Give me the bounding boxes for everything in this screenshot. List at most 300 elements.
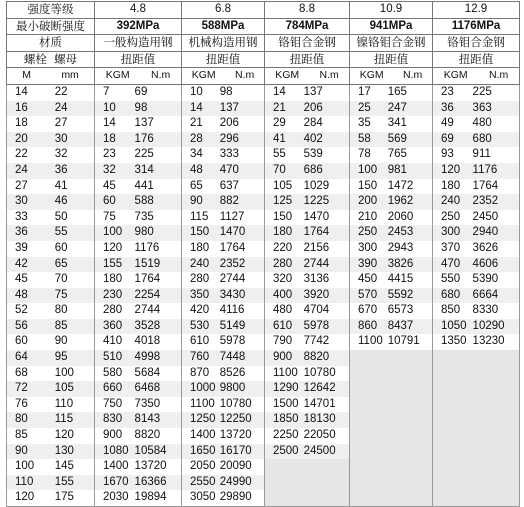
torque-cell [433, 257, 520, 273]
torque-kgm: 1670 [103, 475, 129, 488]
nut-size: 75 [54, 288, 68, 301]
torque-cell [95, 490, 182, 506]
torque-kgm: 360 [103, 319, 123, 332]
torque-nm: 13720 [219, 429, 252, 442]
torque-cell [265, 272, 350, 288]
torque-kgm: 7 [103, 85, 110, 98]
torque-kgm: 23 [441, 85, 454, 98]
torque-nm: 13230 [472, 335, 505, 348]
unit-kgm: KGM [275, 69, 300, 82]
size-cell [7, 412, 95, 428]
unit-nm: N.m [403, 69, 423, 82]
torque-nm: 98 [134, 101, 148, 114]
nut-size: 175 [54, 491, 74, 504]
torque-cell [433, 210, 520, 226]
torque-kgm: 35 [358, 117, 371, 130]
torque-kgm: 100 [103, 226, 123, 239]
size-cell [7, 84, 95, 100]
torque-nm: 1225 [303, 195, 330, 208]
torque-cell [433, 147, 520, 163]
torque-kgm: 300 [441, 226, 461, 239]
torque-nm: 2352 [472, 195, 499, 208]
torque-nm: 13720 [134, 460, 167, 473]
size-cell [7, 116, 95, 132]
torque-nm: 176 [134, 132, 154, 145]
torque-cell [95, 319, 182, 335]
size-cell [7, 225, 95, 241]
table-row [7, 459, 520, 475]
table-row [7, 412, 520, 428]
nut-size: 50 [54, 210, 68, 223]
bolt-size: 60 [15, 335, 28, 348]
torque-nm: 296 [219, 132, 239, 145]
torque-kgm: 150 [358, 179, 378, 192]
strength-label: 最小破断强度 [7, 18, 95, 35]
torque-cell [265, 163, 350, 179]
torque-cell [433, 366, 520, 382]
units-10-9 [350, 68, 433, 85]
torque-cell [350, 163, 433, 179]
size-cell [7, 366, 95, 382]
torque-nm: 5684 [134, 366, 161, 379]
torque-kgm: 900 [103, 429, 123, 442]
nut-size: 115 [54, 413, 74, 426]
torque-cell [433, 179, 520, 195]
torque-cell [182, 428, 265, 444]
torque-kgm: 45 [103, 179, 116, 192]
torque-kgm: 14 [273, 85, 286, 98]
torque-cell [433, 350, 520, 366]
torque-cell [265, 84, 350, 100]
torque-nm: 7742 [303, 335, 330, 348]
torque-cell [95, 210, 182, 226]
torque-nm: 8330 [472, 304, 499, 317]
units-8-8 [265, 68, 350, 85]
torque-cell [265, 116, 350, 132]
torque-cell [95, 381, 182, 397]
torque-cell [433, 428, 520, 444]
torque-kgm: 125 [273, 195, 293, 208]
table-row [7, 257, 520, 273]
torque-cell [265, 288, 350, 304]
unit-kgm: KGM [443, 69, 468, 82]
torque-cell [350, 179, 433, 195]
torque-nm: 2744 [219, 273, 246, 286]
torque-nm: 333 [219, 148, 239, 161]
torque-kgm: 1100 [273, 366, 298, 379]
torque-kgm: 17 [358, 85, 371, 98]
torque-cell [182, 334, 265, 350]
bolt-size: 68 [15, 366, 28, 379]
torque-cell [95, 241, 182, 257]
torque-nm: 9800 [219, 382, 246, 395]
bolt-unit: M [22, 69, 31, 82]
torque-cell [265, 194, 350, 210]
nut-size: 130 [54, 444, 74, 457]
material-row [7, 35, 520, 52]
bolt-size: 20 [15, 132, 28, 145]
torque-kgm: 23 [103, 148, 116, 161]
nut-label: 螺母 [54, 51, 78, 66]
torque-cell [95, 303, 182, 319]
torque-nm: 16170 [219, 444, 252, 457]
torque-kgm: 75 [103, 210, 116, 223]
torque-cell [265, 319, 350, 335]
bolt-size: 85 [15, 429, 28, 442]
torque-kgm: 1100 [358, 335, 383, 348]
torque-nm: 247 [387, 101, 407, 114]
torque-cell [350, 116, 433, 132]
unit-nm: N.m [235, 69, 255, 82]
torque-cell [182, 366, 265, 382]
torque-kgm: 48 [190, 163, 203, 176]
grade-row [7, 2, 520, 19]
torque-cell [95, 288, 182, 304]
torque-kgm: 680 [441, 288, 461, 301]
torque-kgm: 2550 [190, 475, 216, 488]
torque-kgm: 220 [273, 241, 293, 254]
torque-kgm: 180 [441, 179, 461, 192]
grade-4-8: 4.8 [95, 2, 182, 19]
bolt-size: 80 [15, 413, 28, 426]
size-cell [7, 163, 95, 179]
bolt-size: 42 [15, 257, 28, 270]
unit-nm: N.m [151, 69, 171, 82]
torque-kgm: 610 [190, 335, 210, 348]
torque-nm: 1470 [219, 226, 246, 239]
nut-size: 27 [54, 117, 68, 130]
torque-nm: 569 [387, 132, 407, 145]
torque-kgm: 70 [273, 163, 286, 176]
torque-cell [433, 490, 520, 506]
torque-kgm: 41 [273, 132, 286, 145]
bolt-size: 18 [15, 117, 28, 130]
torque-nm: 341 [387, 117, 407, 130]
nut-size: 110 [54, 397, 74, 410]
torque-kgm: 320 [273, 273, 293, 286]
torque-kgm: 1650 [190, 444, 216, 457]
torque-kgm: 420 [190, 304, 210, 317]
torque-nm: 137 [303, 85, 323, 98]
bolt-size: 100 [15, 460, 35, 473]
torque-cell [265, 490, 350, 506]
bolt-size: 45 [15, 273, 28, 286]
torque-kgm: 1100 [190, 397, 215, 410]
torque-cell [95, 444, 182, 460]
table-row [7, 444, 520, 460]
material-10-9: 镍铬钼合金钢 [350, 35, 433, 52]
torque-nm: 24990 [219, 475, 252, 488]
torque-nm: 206 [303, 101, 323, 114]
torque-cell [350, 319, 433, 335]
table-row [7, 303, 520, 319]
torque-cell [182, 397, 265, 413]
grade-6-8: 6.8 [182, 2, 265, 19]
strength-6-8: 588MPa [182, 18, 265, 35]
torque-kgm: 860 [358, 319, 378, 332]
torque-cell [182, 210, 265, 226]
torque-nm: 7350 [134, 397, 161, 410]
torque-nm: 6573 [387, 304, 414, 317]
torque-cell [182, 490, 265, 506]
torque-cell [95, 272, 182, 288]
torque-nm: 480 [472, 117, 492, 130]
torque-nm: 1764 [219, 241, 246, 254]
torque-kgm: 2500 [273, 444, 299, 457]
torque-cell [182, 319, 265, 335]
torque-nm: 8437 [387, 319, 414, 332]
torque-cell [350, 334, 433, 350]
torque-kgm: 510 [103, 351, 123, 364]
torque-cell [433, 397, 520, 413]
bolt-size: 36 [15, 226, 28, 239]
torque-cell [182, 475, 265, 491]
torque-kgm: 210 [358, 210, 378, 223]
torque-cell [265, 444, 350, 460]
nut-size: 46 [54, 195, 68, 208]
torque-nm: 7448 [219, 351, 246, 364]
torque-nm: 12250 [219, 413, 252, 426]
torque-kgm: 230 [103, 288, 123, 301]
torque-nm: 4415 [387, 273, 414, 286]
torque-nm: 10780 [219, 397, 252, 410]
torque-cell [265, 350, 350, 366]
torque-kgm: 78 [358, 148, 371, 161]
torque-cell [265, 210, 350, 226]
torque-nm: 1472 [387, 179, 414, 192]
torque-cell [95, 350, 182, 366]
torque-nm: 24500 [303, 444, 336, 457]
torque-cell [433, 444, 520, 460]
torque-kgm: 240 [441, 195, 461, 208]
torque-cell [265, 381, 350, 397]
torque-cell [95, 397, 182, 413]
torque-nm: 911 [472, 148, 491, 161]
torque-nm: 8820 [134, 429, 161, 442]
torque-nm: 8143 [134, 413, 161, 426]
unit-nm: N.m [489, 69, 509, 82]
torque-label-10-9: 扭距值 [350, 51, 433, 68]
bolt-size: 76 [15, 397, 28, 410]
table-row [7, 490, 520, 506]
torque-cell [433, 459, 520, 475]
torque-nm: 137 [219, 101, 239, 114]
nut-size: 36 [54, 163, 68, 176]
torque-cell [182, 116, 265, 132]
torque-cell [182, 257, 265, 273]
table-row [7, 288, 520, 304]
torque-kgm: 120 [103, 241, 123, 254]
torque-kgm: 370 [441, 241, 461, 254]
table-row [7, 397, 520, 413]
size-cell [7, 303, 95, 319]
torque-cell [182, 147, 265, 163]
torque-kgm: 870 [190, 366, 210, 379]
torque-nm: 2156 [303, 241, 330, 254]
torque-nm: 1029 [303, 179, 330, 192]
torque-kgm: 1290 [273, 382, 299, 395]
torque-nm: 10780 [303, 366, 336, 379]
size-cell [7, 319, 95, 335]
torque-cell [350, 459, 433, 475]
torque-nm: 2453 [387, 226, 414, 239]
torque-cell [433, 241, 520, 257]
torque-kgm: 1400 [103, 460, 129, 473]
torque-kgm: 670 [358, 304, 378, 317]
unit-kgm: KGM [191, 69, 216, 82]
bolt-size: 24 [15, 163, 28, 176]
table-row [7, 319, 520, 335]
torque-nm: 1764 [303, 226, 330, 239]
torque-nm: 1519 [134, 257, 161, 270]
units-row [7, 68, 520, 85]
torque-nm: 637 [219, 179, 239, 192]
torque-kgm: 150 [273, 210, 293, 223]
torque-kgm: 155 [103, 257, 123, 270]
nut-size: 60 [54, 241, 68, 254]
table-row [7, 179, 520, 195]
torque-kgm: 34 [190, 148, 203, 161]
torque-nm: 3920 [303, 288, 330, 301]
torque-cell [350, 366, 433, 382]
torque-cell [265, 147, 350, 163]
torque-nm: 441 [134, 179, 154, 192]
torque-nm: 8820 [303, 351, 330, 364]
torque-kgm: 1000 [190, 382, 216, 395]
torque-kgm: 28 [190, 132, 203, 145]
torque-kgm: 14 [103, 117, 116, 130]
torque-kgm: 14 [190, 101, 203, 114]
torque-kgm: 280 [103, 304, 123, 317]
torque-kgm: 90 [190, 195, 203, 208]
torque-cell [350, 210, 433, 226]
torque-kgm: 1500 [273, 397, 299, 410]
torque-cell [433, 334, 520, 350]
torque-kgm: 10 [190, 85, 203, 98]
table-row [7, 350, 520, 366]
torque-nm: 363 [472, 101, 492, 114]
bolt-size: 33 [15, 210, 28, 223]
table-row [7, 475, 520, 491]
torque-kgm: 180 [273, 226, 293, 239]
torque-nm: 1962 [387, 195, 414, 208]
torque-kgm: 65 [190, 179, 203, 192]
torque-nm: 5978 [303, 319, 330, 332]
torque-kgm: 280 [273, 257, 293, 270]
torque-kgm: 25 [358, 101, 371, 114]
torque-cell [265, 101, 350, 117]
torque-kgm: 280 [190, 273, 210, 286]
torque-kgm: 900 [273, 351, 293, 364]
size-cell [7, 210, 95, 226]
torque-nm: 470 [219, 163, 239, 176]
torque-label-8-8: 扭距值 [265, 51, 350, 68]
size-cell [7, 397, 95, 413]
table-row [7, 132, 520, 148]
torque-nm: 1127 [219, 210, 245, 223]
torque-nm: 14701 [303, 397, 336, 410]
torque-kgm: 1050 [441, 319, 467, 332]
torque-nm: 10791 [387, 335, 420, 348]
torque-cell [350, 272, 433, 288]
size-cell [7, 288, 95, 304]
torque-nm: 2060 [387, 210, 414, 223]
torque-nm: 402 [303, 132, 323, 145]
bolt-size: 72 [15, 382, 28, 395]
torque-cell [433, 163, 520, 179]
torque-kgm: 240 [190, 257, 210, 270]
bolt-size: 14 [15, 85, 28, 98]
table-row [7, 334, 520, 350]
torque-nm: 2943 [387, 241, 414, 254]
torque-cell [95, 194, 182, 210]
bolt-size: 110 [15, 475, 34, 488]
bolt-size: 64 [15, 351, 28, 364]
torque-nm: 22050 [303, 429, 336, 442]
torque-cell [95, 225, 182, 241]
torque-kgm: 390 [358, 257, 378, 270]
torque-kgm: 150 [190, 226, 210, 239]
torque-kgm: 2250 [273, 429, 299, 442]
strength-4-8: 392MPa [95, 18, 182, 35]
torque-cell [350, 412, 433, 428]
size-cell [7, 147, 95, 163]
torque-nm: 6468 [134, 382, 161, 395]
bolt-torque-table [6, 1, 520, 507]
torque-label-4-8: 扭距值 [95, 51, 182, 68]
torque-nm: 686 [303, 163, 323, 176]
torque-nm: 3626 [472, 241, 499, 254]
torque-kgm: 850 [441, 304, 461, 317]
unit-kgm: KGM [359, 69, 384, 82]
torque-nm: 2744 [303, 257, 330, 270]
bolt-size: 48 [15, 288, 28, 301]
torque-kgm: 660 [103, 382, 123, 395]
grade-label: 强度等级 [7, 2, 95, 19]
table-row [7, 194, 520, 210]
torque-cell [350, 303, 433, 319]
torque-kgm: 400 [273, 288, 293, 301]
nut-size: 55 [54, 226, 68, 239]
torque-cell [433, 272, 520, 288]
unit-nm: N.m [319, 69, 339, 82]
torque-cell [350, 444, 433, 460]
grade-8-8: 8.8 [265, 2, 350, 19]
torque-kgm: 105 [273, 179, 293, 192]
torque-nm: 4704 [303, 304, 330, 317]
torque-kgm: 21 [190, 117, 203, 130]
torque-nm: 2450 [472, 210, 499, 223]
torque-cell [265, 225, 350, 241]
torque-cell [95, 179, 182, 195]
size-cell [7, 179, 95, 195]
torque-cell [182, 132, 265, 148]
torque-cell [350, 194, 433, 210]
torque-kgm: 550 [441, 273, 461, 286]
torque-kgm: 1400 [190, 429, 216, 442]
bolt-label: 螺栓 [23, 51, 47, 66]
torque-cell [433, 225, 520, 241]
nut-size: 120 [54, 429, 74, 442]
table-row [7, 381, 520, 397]
material-6-8: 机械构造用钢 [182, 35, 265, 52]
torque-cell [95, 101, 182, 117]
torque-kgm: 3050 [190, 491, 216, 504]
torque-nm: 980 [134, 226, 154, 239]
torque-kgm: 530 [190, 319, 210, 332]
torque-kgm: 60 [103, 195, 116, 208]
size-cell [7, 241, 95, 257]
